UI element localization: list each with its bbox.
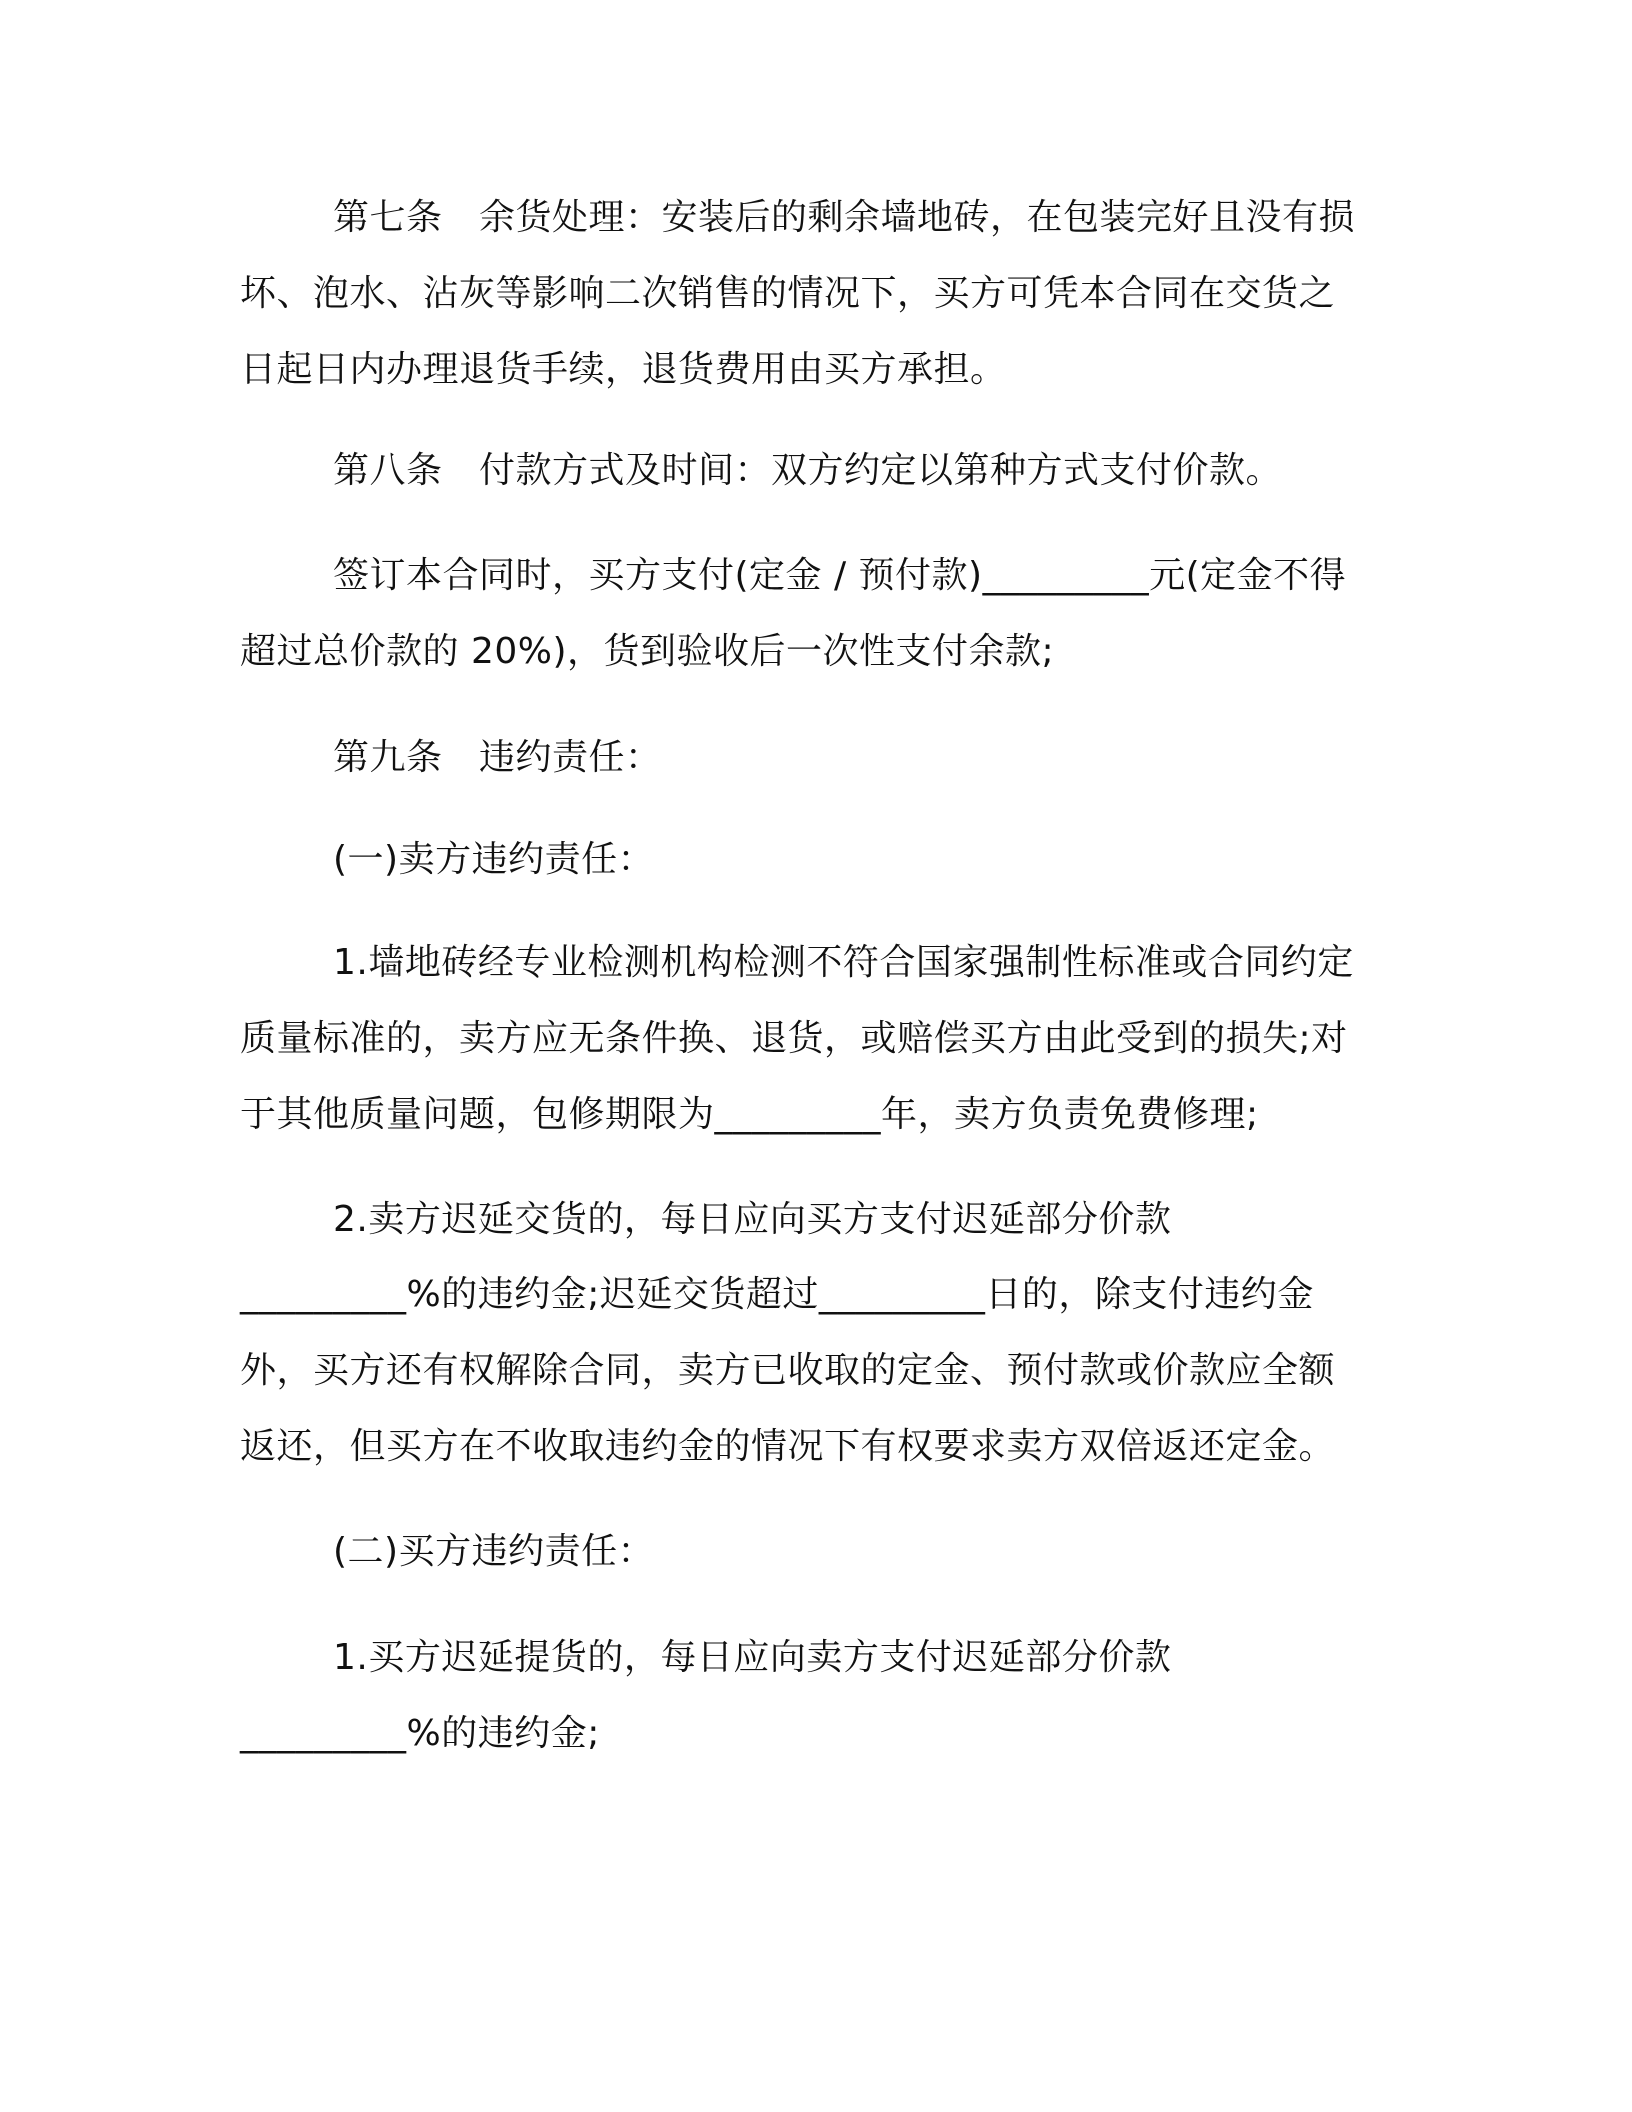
buyer-liability-heading: (二)买方违约责任： bbox=[333, 1531, 655, 1572]
seller-liability-heading: (一)卖方违约责任： bbox=[333, 839, 655, 880]
seller-clause-2-line-1: 2.卖方迟延交货的，每日应向买方支付迟延部分价款 bbox=[333, 1199, 1172, 1240]
payment-line-2: 超过总价款的 20%)，货到验收后一次性支付余款; bbox=[240, 631, 1055, 672]
buyer-clause-1-line-2: _________%的违约金; bbox=[240, 1713, 600, 1754]
seller-clause-1-line-2: 质量标准的，卖方应无条件换、退货，或赔偿买方由此受到的损失;对 bbox=[240, 1018, 1348, 1059]
seller-clause-1-line-3: 于其他质量问题，包修期限为_________年，卖方负责免费修理; bbox=[240, 1094, 1259, 1135]
article-8-heading: 第八条 付款方式及时间：双方约定以第种方式支付价款。 bbox=[333, 450, 1283, 491]
payment-line-1: 签订本合同时，买方支付(定金 / 预付款)_________元(定金不得 bbox=[333, 555, 1347, 596]
buyer-clause-1-line-1: 1.买方迟延提货的，每日应向卖方支付迟延部分价款 bbox=[333, 1637, 1172, 1678]
seller-clause-1-line-1: 1.墙地砖经专业检测机构检测不符合国家强制性标准或合同约定 bbox=[333, 942, 1354, 983]
seller-clause-2-line-4: 返还，但买方在不收取违约金的情况下有权要求卖方双倍返还定金。 bbox=[240, 1426, 1336, 1467]
article-7-line-2: 坏、泡水、沾灰等影响二次销售的情况下，买方可凭本合同在交货之 bbox=[240, 273, 1336, 314]
seller-clause-2-line-3: 外，买方还有权解除合同，卖方已收取的定金、预付款或价款应全额 bbox=[240, 1350, 1336, 1391]
article-7-line-3: 日起日内办理退货手续，退货费用由买方承担。 bbox=[240, 349, 1007, 390]
article-9-heading: 第九条 违约责任： bbox=[333, 737, 662, 778]
article-7-line-1: 第七条 余货处理：安装后的剩余墙地砖，在包装完好且没有损 bbox=[333, 197, 1356, 238]
seller-clause-2-line-2: _________%的违约金;迟延交货超过_________日的，除支付违约金 bbox=[240, 1274, 1314, 1315]
